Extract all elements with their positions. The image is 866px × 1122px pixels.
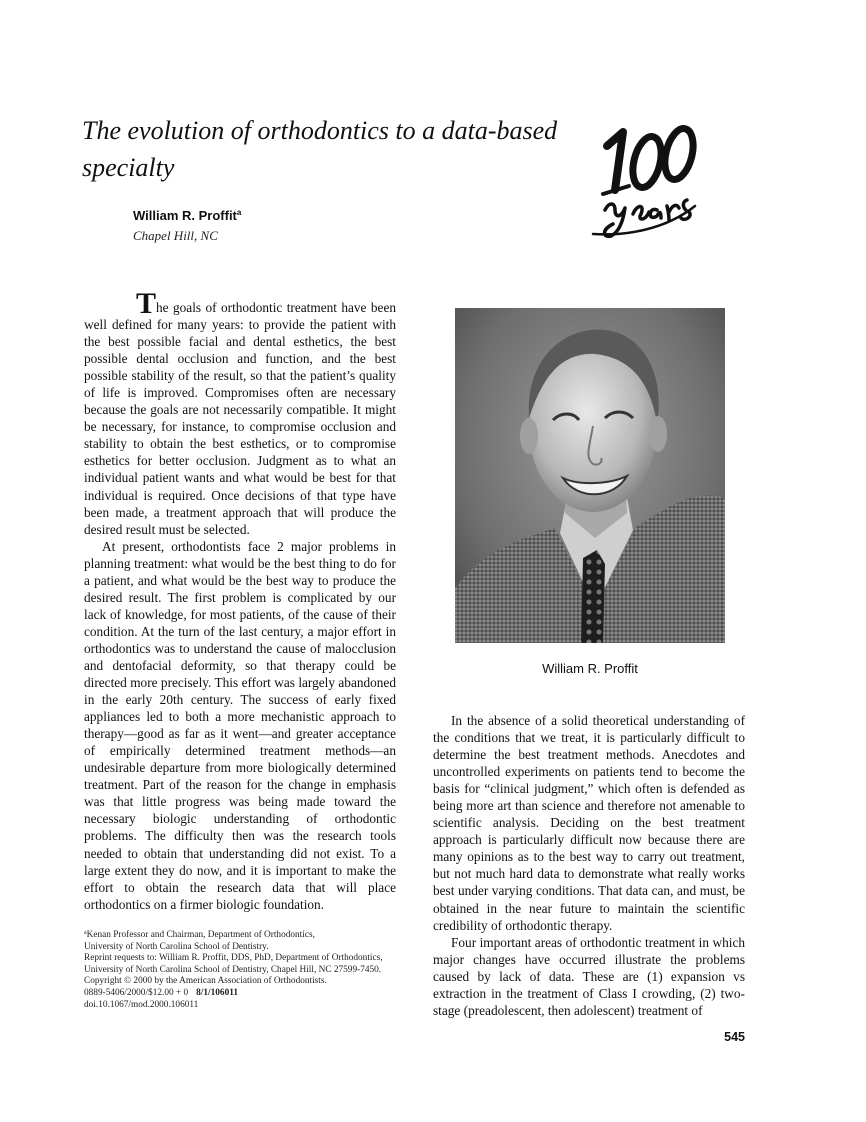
author-footnote-marker: a	[236, 208, 242, 217]
left-text-column	[84, 287, 396, 913]
title-line-1: The evolution of orthodontics to a data-based	[82, 116, 558, 145]
article-title	[82, 112, 582, 186]
footnote-affiliation: $^a$Kenan Professor and Chairman, Department of Orthodontics,	[84, 930, 315, 940]
footnote-block	[84, 928, 424, 1011]
footnote-line: University of North Carolina School of Dentistry.	[84, 941, 269, 952]
author-portrait-photo	[455, 308, 725, 643]
title-line-2: specialty	[82, 153, 175, 182]
drop-cap: T	[136, 287, 157, 320]
body-paragraph: The goals of orthodontic treatment have been well defined for many years: to provide the patient with the best possible facial and dental esthetics, the best possible dental occlusion and function, and the best possible stability of the result, so that the patient’s quality of life is improved. Compromises often are necessary because the goals are not necessarily compatible. It might be necessary, for instance, to compromise occlusion and stability to obtain the best esthetics, or to compromise esthetics for better occlusion. Judgment as to what an individual patient wants and what would be best for that individual is required. Once decisions of that type have been made, a treatment approach that will produce the desired result must be selected.	[84, 287, 396, 537]
footnote-reprint-requests: Reprint requests to: William R. Proffit, DDS, PhD, Department of Orthodontics,	[84, 953, 383, 964]
body-paragraph: Four important areas of orthodontic treatment in which major changes have occurred illustrate the problems caused by lack of data. These are (1) expansion vs extraction in the treatment of Class I crowding, (2) two-stage (preadolescent, then adolescent) treatment of	[433, 934, 745, 1018]
centennial-100-years-logo-icon	[585, 118, 705, 248]
footnote-doi: doi.10.1067/mod.2000.106011	[84, 999, 199, 1010]
author-name: William R. Proffit$^a$	[133, 208, 242, 223]
photo-caption: William R. Proffit	[542, 661, 638, 676]
page-number: 545	[724, 1030, 745, 1044]
author-affiliation: Chapel Hill, NC	[133, 228, 218, 243]
footnote-issn: 0889-5406/2000/$12.00 + 0 8/1/106011	[84, 987, 238, 998]
body-paragraph: In the absence of a solid theoretical understanding of the conditions that we treat, it is particularly difficult to determine the best treatment methods. Anecdotes and uncontrolled experiments on patients tend to become the basis for “clinical judgment,” which often is defended as being more art than science and therefore not amenable to scientific analysis. Deciding on the best treatment approach is particularly difficult now because there are many opinions as to the best way to carry out treatment, but not much hard data to demonstrate what really works best under varying conditions. That data can, and must, be obtained in the near future to maintain the scientific credibility of orthodontic therapy.	[433, 713, 745, 933]
right-text-column	[433, 712, 745, 1019]
body-paragraph: At present, orthodontists face 2 major problems in planning treatment: what would be the best thing to do for a patient, and what would be the best way to produce the desired result. The first problem is complicated by our lack of knowledge, for most patients, of the cause of their condition. At the turn of the last century, a major effort in orthodontics was to understand the cause of malocclusion and dentofacial deformity, so that therapy could be directed more precisely. This effort was largely abandoned in the early 20th century. The success of early fixed appliances led to both a more mechanistic approach to therapy—good as far as it went—and greater acceptance of empirically determined treatment methods—an undesirable departure from more biologically determined treatment. Part of the reason for the change in emphasis was that little progress was being made toward the necessary biologic understanding of orthodontic problems. The difficulty then was the research tools needed to obtain that understanding did not exist. To a large extent they do now, and it is important to make the effort to obtain the research data that will place orthodontics on a firmer biologic foundation.	[84, 538, 396, 912]
footnote-line: University of North Carolina School of Dentistry, Chapel Hill, NC 27599-7450.	[84, 964, 382, 975]
footnote-copyright: Copyright © 2000 by the American Association of Orthodontists.	[84, 976, 327, 987]
